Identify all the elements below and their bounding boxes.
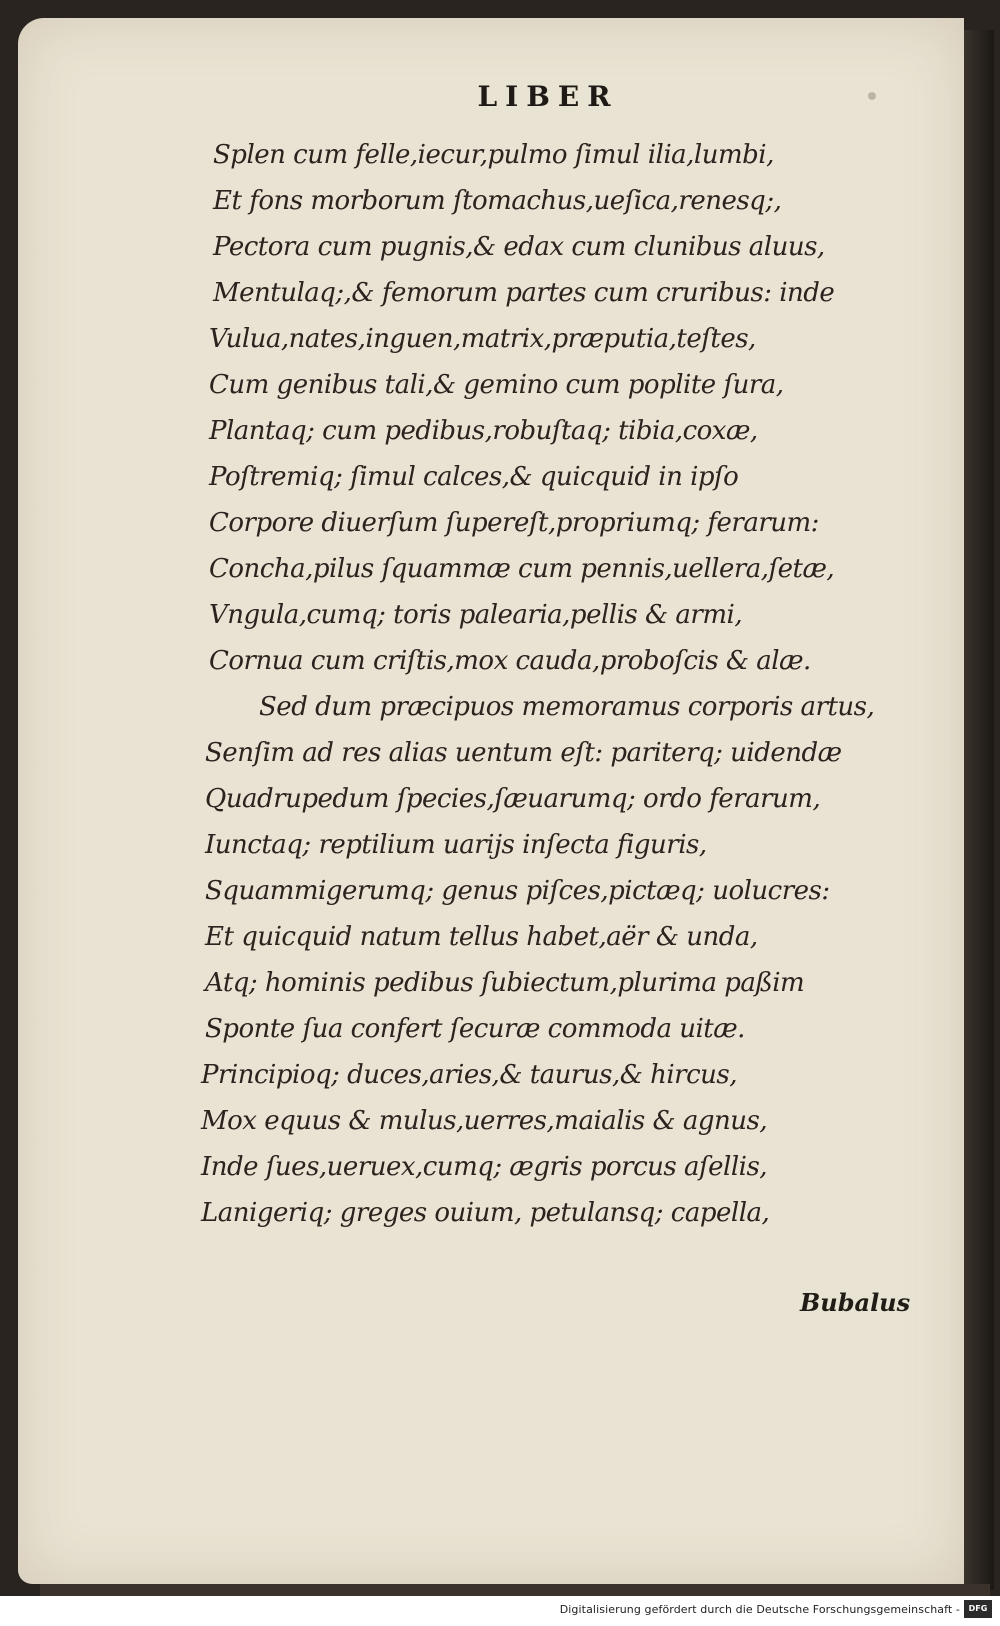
- verse-block: [201, 132, 913, 1236]
- verse-line: Atq; hominis pedibus ſubiectum,plurima paßim: [205, 968, 805, 998]
- verse-line: Corpore diuerſum ſupereſt,propriumq; ferarum:: [209, 508, 819, 538]
- verse-line: Squammigerumq; genus piſces,pictæq; uolucres:: [205, 876, 830, 906]
- page-bottom-edge: [40, 1584, 990, 1596]
- verse-line: Cum genibus tali,& gemino cum poplite ſura,: [209, 370, 784, 400]
- catchword: Bubalus: [800, 1288, 911, 1317]
- verse-line: Pectora cum pugnis,& edax cum clunibus aluus,: [213, 232, 825, 262]
- verse-line-indented: Sed dum præcipuos memoramus corporis artus,: [259, 692, 875, 722]
- verse-line: Plantaq; cum pedibus,robuſtaq; tibia,coxæ,: [209, 416, 758, 446]
- verse-line: Et fons morborum ſtomachus,ueſica,renesq;,: [213, 186, 782, 216]
- verse-line: Cornua cum criſtis,mox cauda,proboſcis & alæ.: [209, 646, 811, 676]
- verse-line: Vulua,nates,inguen,matrix,præputia,teſtes,: [209, 324, 756, 354]
- verse-line: Iunctaq; reptilium uarijs inſecta figuris,: [205, 830, 707, 860]
- verse-line: Principioq; duces,aries,& taurus,& hircus,: [201, 1060, 738, 1090]
- verse-line: Et quicquid natum tellus habet,aër & unda,: [205, 922, 758, 952]
- dfg-logo-icon: DFG: [964, 1600, 992, 1618]
- verse-line: Senſim ad res alias uentum eſt: pariterq; uidendæ: [205, 738, 842, 768]
- verse-line: Splen cum felle,iecur,pulmo ſimul ilia,lumbi,: [213, 140, 774, 170]
- verse-line: Sponte ſua confert ſecuræ commoda uitæ.: [205, 1014, 745, 1044]
- funding-credit: Digitalisierung gefördert durch die Deutsche Forschungsgemeinschaft -: [559, 1603, 960, 1616]
- verse-line: Concha,pilus ſquammæ cum pennis,uellera,ſetæ,: [209, 554, 835, 584]
- verse-line: Mentulaq;,& femorum partes cum cruribus: inde: [213, 278, 835, 308]
- running-header: LIBER: [477, 80, 619, 113]
- verse-line: Lanigeriq; greges ouium, petulansq; capella,: [201, 1198, 770, 1228]
- verse-line: Inde ſues,ueruex,cumq; ægris porcus aſellis,: [201, 1152, 768, 1182]
- verse-line: Mox equus & mulus,uerres,maialis & agnus,: [201, 1106, 768, 1136]
- verse-line: Vngula,cumq; toris palearia,pellis & armi,: [209, 600, 743, 630]
- page-fore-edge: [964, 30, 994, 1590]
- verse-line: Poſtremiq; ſimul calces,& quicquid in ipſo: [209, 462, 739, 492]
- verse-line: Quadrupedum ſpecies,ſæuarumq; ordo ferarum,: [205, 784, 821, 814]
